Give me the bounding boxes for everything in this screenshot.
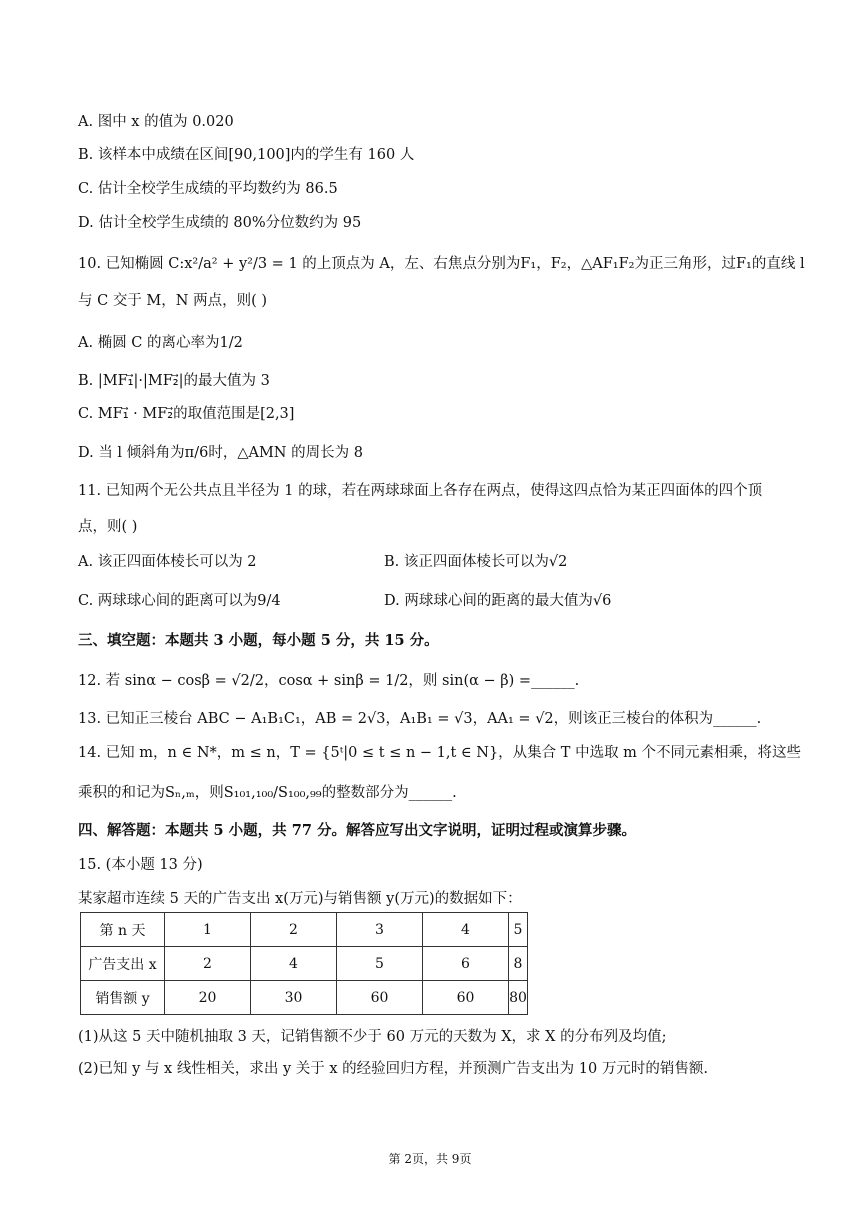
option-9b: B. 该样本中成绩在区间[90,100]内的学生有 160 人 [78,147,415,163]
section-3-heading: 三、填空题：本题共 3 小题，每小题 5 分，共 15 分。 [78,632,439,649]
question-10-stem-cont: 与 C 交于 M，N 两点，则( ) [78,293,267,309]
table-cell: 20 [165,981,251,1015]
data-table [80,912,528,1015]
option-10c: C. MF₁⃗ · MF₂⃗的取值范围是[2,3] [78,406,295,422]
page-footer: 第 2页，共 9页 [388,1152,472,1166]
row-label-sales: 销售额 y [81,981,165,1015]
option-9a: A. 图中 x 的值为 0.020 [78,114,234,130]
table-cell: 1 [165,913,251,947]
question-11-stem: 11. 已知两个无公共点且半径为 1 的球，若在两球球面上各存在两点，使得这四点恰为某正四面体的四个顶 [78,483,763,499]
option-10a: A. 椭圆 C 的离心率为1/2 [78,335,243,351]
row-label-day: 第 n 天 [81,913,165,947]
question-12: 12. 若 sinα − cosβ = √2/2，cosα + sinβ = 1/2，则 sin(α − β) =______. [78,673,580,689]
question-15-part2: (2)已知 y 与 x 线性相关，求出 y 关于 x 的经验回归方程，并预测广告支出为 10 万元时的销售额. [78,1061,708,1077]
table-cell: 5 [509,913,528,947]
table-row [81,947,528,981]
table-cell: 60 [337,981,423,1015]
question-13: 13. 已知正三棱台 ABC − A₁B₁C₁，AB = 2√3，A₁B₁ = √3，AA₁ = √2，则该正三棱台的体积为______. [78,711,762,727]
row-label-ad-spend: 广告支出 x [81,947,165,981]
option-10b: B. |MF₁⃗|·|MF₂⃗|的最大值为 3 [78,373,270,389]
table-cell: 4 [423,913,509,947]
table-row [81,913,528,947]
question-10-stem: 10. 已知椭圆 C:x²/a² + y²/3 = 1 的上顶点为 A，左、右焦点分别为F₁，F₂，△AF₁F₂为正三角形，过F₁的直线 l [78,256,805,272]
table-cell: 6 [423,947,509,981]
option-11a: A. 该正四面体棱长可以为 2 [78,554,257,570]
option-11d: D. 两球球心间的距离的最大值为√6 [384,593,612,609]
table-cell: 30 [251,981,337,1015]
table-row [81,981,528,1015]
question-15-header: 15. (本小题 13 分) [78,857,203,873]
table-cell: 8 [509,947,528,981]
question-14: 14. 已知 m，n ∈ N*，m ≤ n，T = {5ᵗ|0 ≤ t ≤ n − 1,t ∈ N}，从集合 T 中选取 m 个不同元素相乘，将这些 [78,745,802,761]
question-11-stem-cont: 点，则( ) [78,519,138,535]
option-11c: C. 两球球心间的距离可以为9/4 [78,593,281,609]
table-cell: 60 [423,981,509,1015]
table-cell: 2 [165,947,251,981]
option-9c: C. 估计全校学生成绩的平均数约为 86.5 [78,181,338,197]
table-cell: 2 [251,913,337,947]
question-15-intro: 某家超市连续 5 天的广告支出 x(万元)与销售额 y(万元)的数据如下： [78,891,522,907]
option-11b: B. 该正四面体棱长可以为√2 [384,554,568,570]
section-4-heading: 四、解答题：本题共 5 小题，共 77 分。解答应写出文字说明，证明过程或演算步骤。 [78,822,636,839]
option-10d: D. 当 l 倾斜角为π/6时，△AMN 的周长为 8 [78,445,363,461]
table-cell: 3 [337,913,423,947]
option-9d: D. 估计全校学生成绩的 80%分位数约为 95 [78,215,362,231]
question-14-cont: 乘积的和记为Sₙ,ₘ，则S₁₀₁,₁₀₀/S₁₀₀,₉₉的整数部分为______. [78,785,457,801]
question-15-part1: (1)从这 5 天中随机抽取 3 天，记销售额不少于 60 万元的天数为 X，求 X 的分布列及均值; [78,1029,667,1045]
table-cell: 5 [337,947,423,981]
table-cell: 4 [251,947,337,981]
table-cell: 80 [509,981,528,1015]
